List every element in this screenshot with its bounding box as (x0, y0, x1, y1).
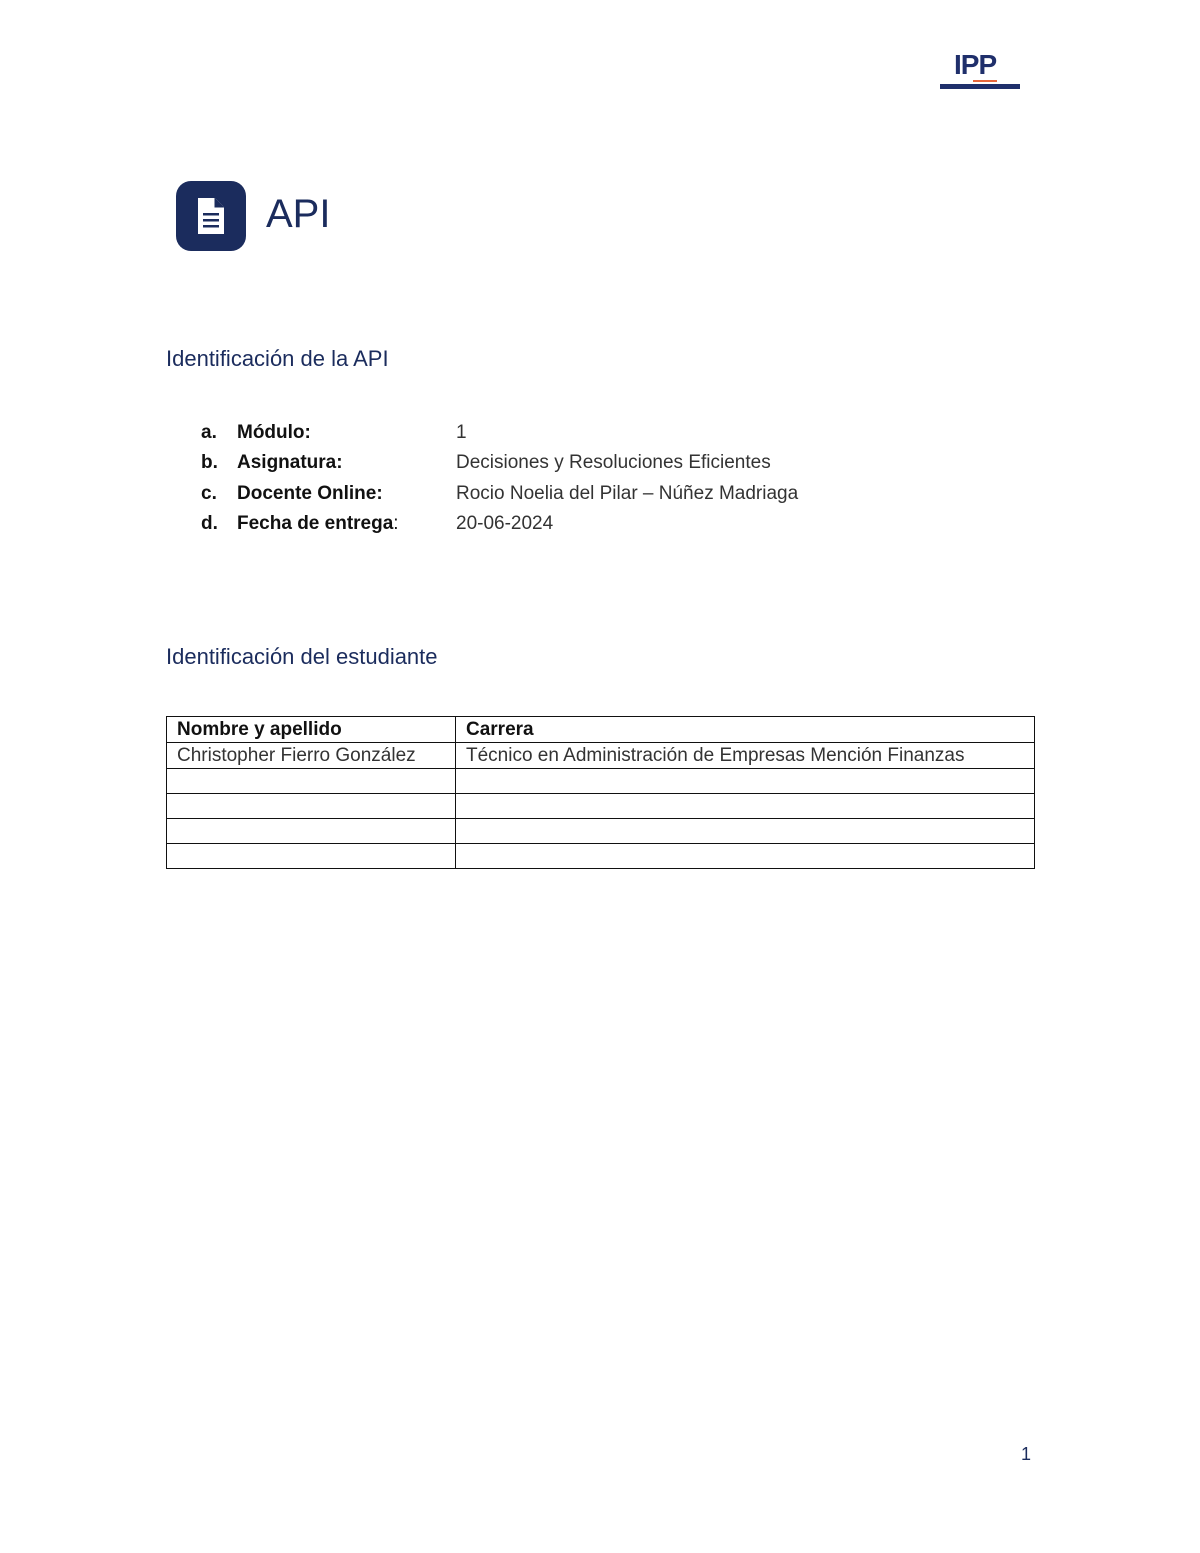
table-row (167, 794, 1035, 819)
file-icon (196, 197, 226, 235)
info-value: 20-06-2024 (456, 513, 554, 534)
document-icon (176, 181, 246, 251)
info-label (237, 510, 399, 538)
table-row (167, 819, 1035, 844)
info-label: Módulo: (237, 422, 311, 443)
institution-logo (940, 50, 1020, 90)
info-letter: b. (201, 452, 218, 473)
table-row (167, 743, 1035, 769)
info-value: Decisiones y Resoluciones Eficientes (456, 452, 771, 473)
info-label-colon: : (393, 513, 399, 534)
table-cell-name (167, 844, 456, 869)
table-cell-career (456, 819, 1035, 844)
info-label: Asignatura: (237, 452, 343, 473)
table-cell-name (167, 819, 456, 844)
info-label: Docente Online: (237, 483, 383, 504)
table-header-career: Carrera (456, 717, 1035, 743)
logo-subtitle-bar (940, 84, 1020, 89)
table-cell-career (456, 844, 1035, 869)
table-cell-name: Christopher Fierro González (167, 743, 456, 769)
info-label-text: Fecha de entrega (237, 513, 394, 534)
table-header-name: Nombre y apellido (167, 717, 456, 743)
table-cell-name (167, 769, 456, 794)
info-letter: c. (201, 483, 217, 504)
table-cell-career: Técnico en Administración de Empresas Mención Finanzas (456, 743, 1035, 769)
table-cell-career (456, 794, 1035, 819)
student-table (166, 716, 1035, 869)
logo-text: IPP (954, 49, 997, 80)
page-title: API (266, 192, 331, 236)
info-letter: a. (201, 422, 217, 443)
section-title-api: Identificación de la API (166, 346, 389, 371)
table-cell-career (456, 769, 1035, 794)
table-row (167, 844, 1035, 869)
info-letter: d. (201, 513, 218, 534)
section-title-student: Identificación del estudiante (166, 644, 438, 669)
table-row (167, 769, 1035, 794)
table-header-row (167, 717, 1035, 743)
table-cell-name (167, 794, 456, 819)
info-value: Rocio Noelia del Pilar – Núñez Madriaga (456, 483, 799, 504)
logo-accent-line (973, 80, 997, 82)
page-number: 1 (1021, 1444, 1032, 1464)
info-value: 1 (456, 422, 467, 443)
